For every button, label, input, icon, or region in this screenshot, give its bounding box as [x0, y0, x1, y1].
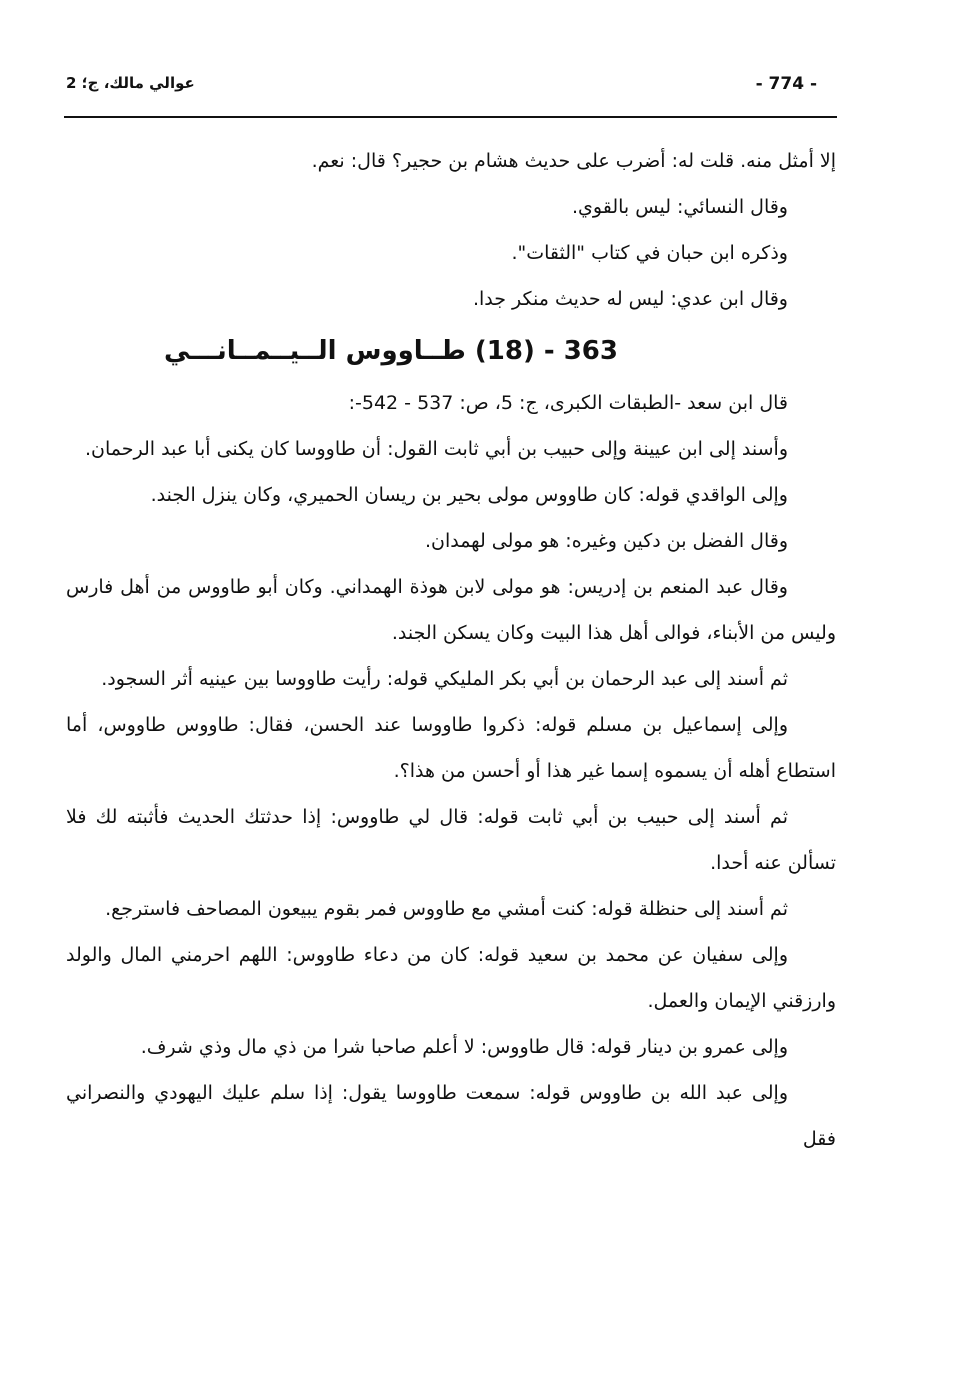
page-number: - 774 -: [755, 74, 817, 94]
paragraph: وإلى الواقدي قوله: كان طاووس مولى بحير بن ريسان الحميري، وكان ينزل الجند.: [150, 484, 788, 506]
paragraph: وإلى عمرو بن دينار قوله: قال طاووس: لا أعلم صاحبا شرا من ذي مال وذي شرف.: [140, 1036, 788, 1058]
paragraph: إلا أمثل منه. قلت له: أضرب على حديث هشام بن حجير؟ قال: نعم.: [311, 150, 836, 172]
paragraph: وإلى إسماعيل بن مسلم قوله: ذكروا طاووسا عند الحسن، فقال: طاووس طاووس، أما استطاع أهله أن يسموه إسما غير هذا أو أحسن من هذا؟.: [66, 714, 836, 782]
section-heading: 363 - (18) طــاووس الــيــمــانـــي: [164, 336, 618, 366]
main-text: [66, 138, 836, 1162]
paragraph: ثم أسند إلى حبيب بن أبي ثابت قوله: قال لي طاووس: إذا حدثتك الحديث فأثبته لك فلا تسألن عنه أحدا.: [66, 806, 836, 874]
running-head: عوالي مالك، ج؛ 2: [66, 74, 195, 92]
paragraph: ثم أسند إلى عبد الرحمان بن أبي بكر المليكي قوله: رأيت طاووسا بين عينيه أثر السجود.: [101, 668, 788, 690]
paragraph: وقال النسائي: ليس بالقوي.: [572, 196, 788, 218]
header-rule: [64, 116, 837, 118]
paragraph: وإلى سفيان عن محمد بن سعيد قوله: كان من دعاء طاووس: اللهم احرمني المال والولد وارزقني الإيمان والعمل.: [66, 944, 836, 1012]
paragraph: وإلى عبد الله بن طاووس قوله: سمعت طاووسا يقول: إذا سلم عليك اليهودي والنصراني فقل: [66, 1082, 836, 1150]
paragraph: وذكره ابن حبان في كتاب "الثقات".: [511, 242, 788, 264]
paragraph: وقال عبد المنعم بن إدريس: هو مولى لابن هوذة الهمداني. وكان أبو طاووس من أهل فارس وليس من الأبناء، فوالى أهل هذا البيت وكان يسكن الجند.: [66, 576, 836, 644]
paragraph: وأسند إلى ابن عيينة وإلى حبيب بن أبي ثابت القول: أن طاووسا كان يكنى أبا عبد الرحمان.: [85, 438, 788, 460]
paragraph: ثم أسند إلى حنظلة قوله: كنت أمشي مع طاووس فمر بقوم يبيعون المصاحف فاسترجع.: [105, 898, 788, 920]
paragraph: وقال الفضل بن دكين وغيره: هو مولى لهمدان.: [424, 530, 788, 552]
paragraph: وقال ابن عدي: ليس له حديث منكر جدا.: [472, 288, 788, 310]
paragraph: قال ابن سعد -الطبقات الكبرى، ج: 5، ص: 537 - 542-:: [348, 392, 788, 414]
page-header: [60, 68, 835, 108]
